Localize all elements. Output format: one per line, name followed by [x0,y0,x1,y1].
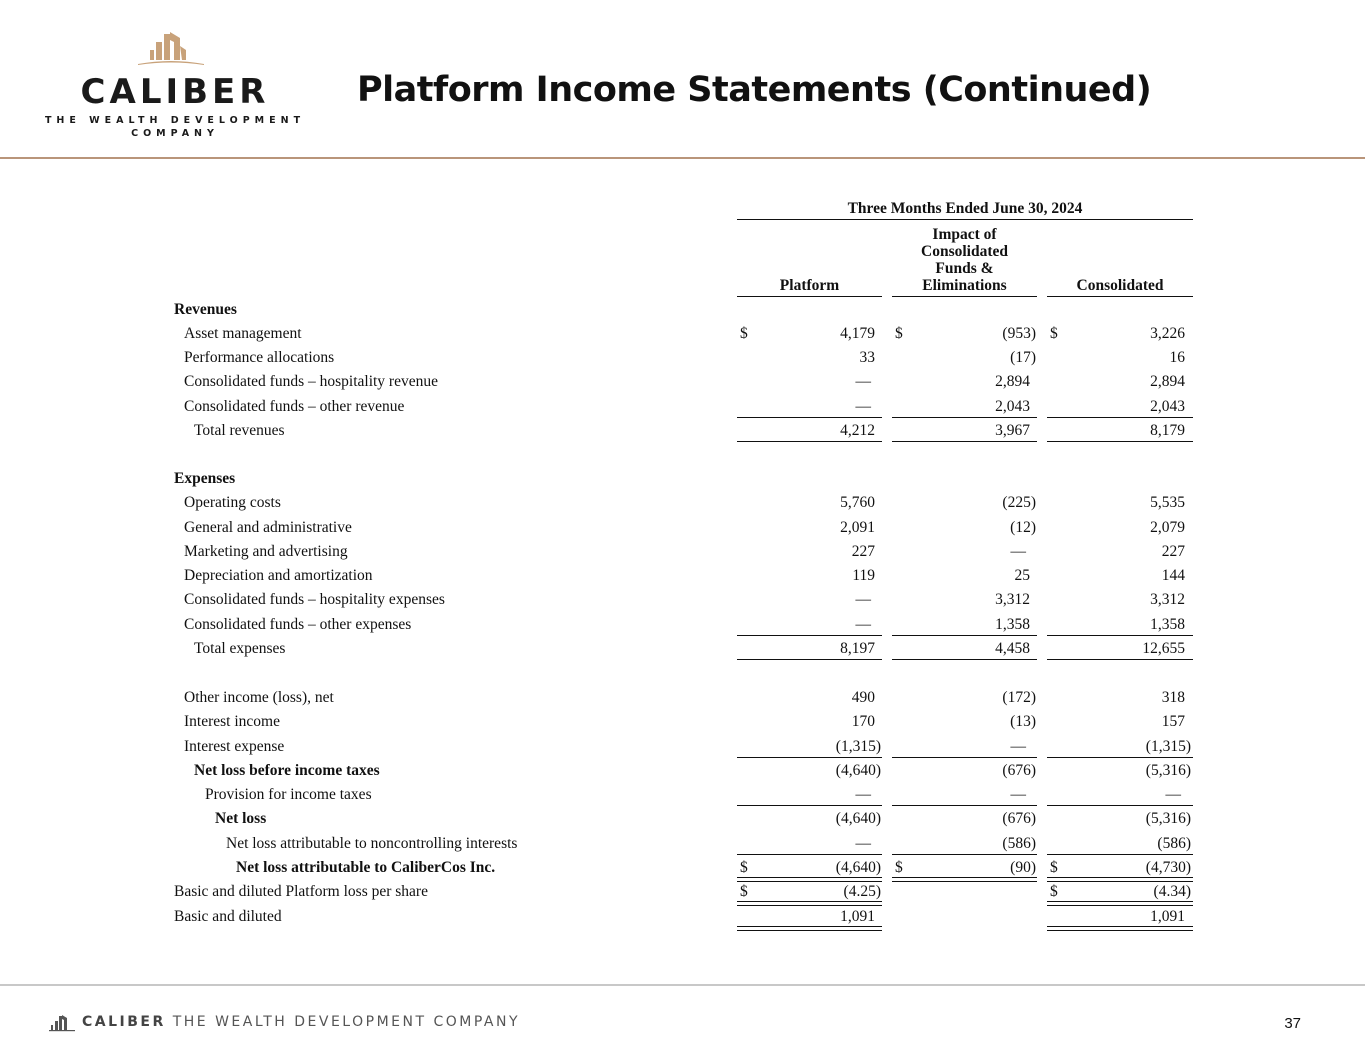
page-title: Platform Income Statements (Continued) [357,70,1152,110]
cell-value: (586) [1157,835,1191,852]
cell-value: (5,316) [1145,810,1191,827]
subtotal-rule [1047,805,1193,806]
footer-tagline: THE WEALTH DEVELOPMENT COMPANY [172,1014,520,1030]
row-label: Consolidated funds – hospitality expenses [184,591,445,608]
cell-value: 2,079 [1150,519,1185,536]
subtotal-rule [892,854,1037,855]
total-double-rule [737,901,882,906]
cell-value: 12,655 [1142,640,1185,657]
dollar-sign: $ [740,325,748,342]
cell-value: 119 [852,567,875,584]
cell-value: (13) [1010,713,1036,730]
cell-value: — [1010,738,1026,755]
cell-value: 227 [1161,543,1185,560]
subtotal-rule [737,417,882,418]
row-label: Operating costs [184,494,281,511]
dollar-sign: $ [1050,883,1058,900]
subtotal-rule [737,635,882,636]
cell-value: 2,894 [995,373,1030,390]
cell-value: 3,967 [995,422,1030,439]
cell-value: 2,894 [1150,373,1185,390]
subtotal-rule [892,635,1037,636]
header-underline-2 [892,296,1037,297]
cell-value: (5,316) [1145,762,1191,779]
cell-value: (4,640) [835,859,881,876]
cell-value: (225) [1002,494,1036,511]
cell-value: — [1010,786,1026,803]
cell-value: 25 [1014,567,1030,584]
total-double-rule [892,877,1037,882]
header-underline-3 [1047,296,1193,297]
cell-value: — [855,398,871,415]
cell-value: 2,043 [995,398,1030,415]
cell-value: (17) [1010,349,1036,366]
cell-value: 8,197 [840,640,875,657]
row-label: Marketing and advertising [184,543,348,560]
cell-value: (4,640) [835,810,881,827]
cell-value: 170 [851,713,875,730]
cell-value: 3,312 [1150,591,1185,608]
cell-value: (172) [1002,689,1036,706]
subtotal-rule [892,417,1037,418]
footer-brand-line [82,1014,520,1030]
row-label: Asset management [184,325,302,342]
row-label: Other income (loss), net [184,689,334,706]
total-double-rule [737,877,882,882]
cell-value: — [855,373,871,390]
period-underline [737,219,1193,220]
period-header: Three Months Ended June 30, 2024 [847,200,1083,217]
row-label: Performance allocations [184,349,335,366]
cell-value: 4,458 [995,640,1030,657]
subtotal-rule [892,805,1037,806]
cell-value: — [855,616,871,633]
row-label: Consolidated funds – other expenses [184,616,412,633]
cell-value: (1,315) [1145,738,1191,755]
cell-value: 2,091 [840,519,875,536]
footer-brand: CALIBER [82,1014,166,1030]
subtotal-rule [892,441,1037,442]
cell-value: (4.25) [843,883,881,900]
row-label: Basic and diluted Platform loss per share [174,883,428,900]
dollar-sign: $ [1050,859,1058,876]
row-label: Net loss before income taxes [194,762,380,779]
cell-value: 490 [851,689,875,706]
page-number: 37 [1284,1015,1301,1032]
row-label: Interest expense [184,738,285,755]
cell-value: 2,043 [1150,398,1185,415]
cell-value: — [1010,543,1026,560]
cell-value: (676) [1002,810,1036,827]
row-label: Interest income [184,713,280,730]
row-label: Consolidated funds – other revenue [184,398,405,415]
cell-value: (1,315) [835,738,881,755]
row-label: Total expenses [194,640,286,657]
subtotal-rule [1047,441,1193,442]
column-header-eliminations: Impact of Consolidated Funds & Eliminations [921,226,1008,294]
total-double-rule [1047,901,1193,906]
footer-building-icon [48,1013,76,1033]
footer-divider [0,984,1365,986]
cell-value: 3,226 [1150,325,1185,342]
cell-value: 1,358 [995,616,1030,633]
cell-value: — [855,835,871,852]
subtotal-rule [1047,854,1193,855]
cell-value: 318 [1161,689,1185,706]
dollar-sign: $ [740,859,748,876]
cell-value: 1,091 [840,908,875,925]
cell-value: — [1165,786,1181,803]
subtotal-rule [892,659,1037,660]
subtotal-rule [737,805,882,806]
subtotal-rule [1047,659,1193,660]
cell-value: (4,730) [1145,859,1191,876]
cell-value: — [855,786,871,803]
column-header-platform: Platform [779,277,840,294]
row-label: Provision for income taxes [205,786,372,803]
cell-value: 5,760 [840,494,875,511]
section-heading: Revenues [174,301,237,318]
row-label: Depreciation and amortization [184,567,373,584]
cell-value: 4,212 [840,422,875,439]
row-label: Net loss attributable to noncontrolling interests [226,835,518,852]
subtotal-rule [737,659,882,660]
cell-value: 144 [1161,567,1185,584]
subtotal-rule [737,441,882,442]
cell-value: 227 [851,543,875,560]
cell-value: (586) [1002,835,1036,852]
total-double-rule [1047,926,1193,931]
column-header-consolidated: Consolidated [1076,277,1164,294]
cell-value: 4,179 [840,325,875,342]
row-label: Net loss attributable to CaliberCos Inc. [236,859,496,876]
cell-value: 1,358 [1150,616,1185,633]
row-label: General and administrative [184,519,352,536]
cell-value: (4,640) [835,762,881,779]
subtotal-rule [1047,635,1193,636]
section-heading: Expenses [174,470,236,487]
subtotal-rule [737,757,882,758]
cell-value: (953) [1002,325,1036,342]
row-label: Basic and diluted [174,908,282,925]
cell-value: 157 [1161,713,1185,730]
total-double-rule [1047,877,1193,882]
cell-value: 16 [1169,349,1185,366]
cell-value: (12) [1010,519,1036,536]
subtotal-rule [737,854,882,855]
cell-value: (4.34) [1153,883,1191,900]
dollar-sign: $ [740,883,748,900]
cell-value: — [855,591,871,608]
header-underline-1 [737,296,882,297]
logo-tagline: THE WEALTH DEVELOPMENT COMPANY [44,115,306,139]
row-label: Net loss [215,810,267,827]
subtotal-rule [1047,757,1193,758]
cell-value: 8,179 [1150,422,1185,439]
cell-value: 3,312 [995,591,1030,608]
dollar-sign: $ [895,325,903,342]
cell-value: (90) [1010,859,1036,876]
dollar-sign: $ [1050,325,1058,342]
cell-value: 5,535 [1150,494,1185,511]
row-label: Consolidated funds – hospitality revenue [184,373,438,390]
cell-value: 33 [859,349,875,366]
cell-value: 1,091 [1150,908,1185,925]
total-double-rule [737,926,882,931]
subtotal-rule [892,757,1037,758]
cell-value: (676) [1002,762,1036,779]
subtotal-rule [1047,417,1193,418]
row-label: Total revenues [194,422,285,439]
dollar-sign: $ [895,859,903,876]
logo-wordmark: CALIBER [80,72,270,112]
